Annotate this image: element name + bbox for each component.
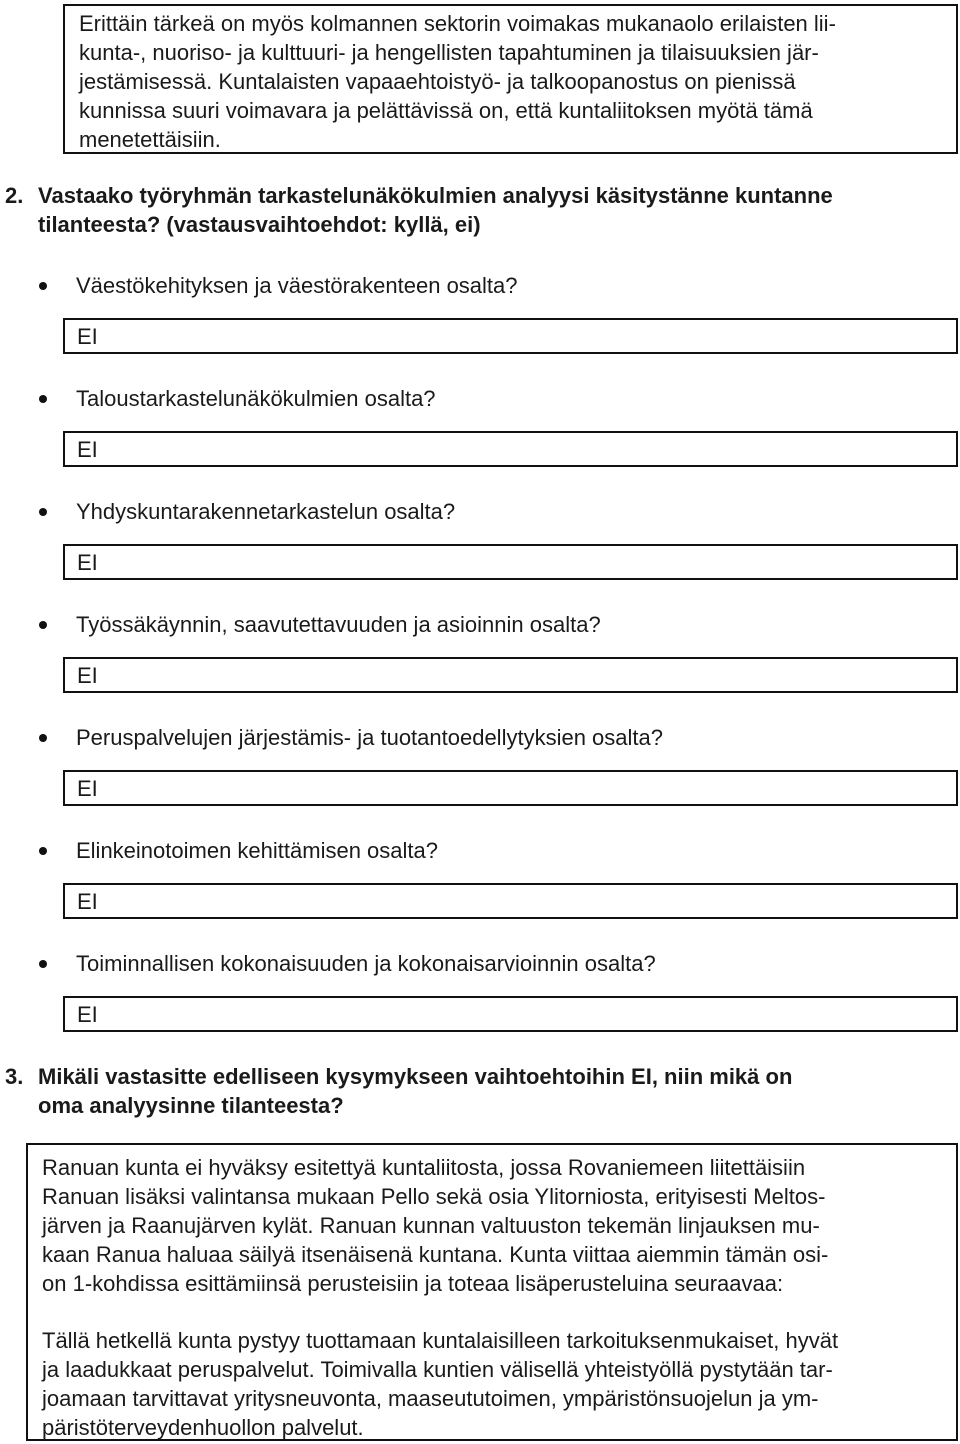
answer-value: EI (77, 1002, 98, 1027)
item-label: Taloustarkastelunäkökulmien osalta? (76, 386, 436, 411)
item-label: Peruspalvelujen järjestämis- ja tuotantoedellytyksien osalta? (76, 725, 663, 750)
intro-line: menetettäisiin. (79, 127, 221, 152)
answer-field[interactable] (63, 657, 958, 693)
list-item (0, 610, 960, 640)
answer-line: järven ja Raanujärven kylät. Ranuan kunnan valtuuston tekemän linjauksen mu- (42, 1213, 820, 1238)
bullet-icon (39, 734, 47, 742)
answer-line: ja laadukkaat peruspalvelut. Toimivalla kuntien välisellä yhteistyöllä pystytään tar- (42, 1357, 833, 1382)
answer-line: Tällä hetkellä kunta pystyy tuottamaan kuntalaisilleen tarkoituksenmukaiset, hyvät (42, 1328, 839, 1353)
answer-value: EI (77, 437, 98, 462)
question-3-heading (0, 1063, 960, 1123)
answer-line: joamaan tarvittavat yritysneuvonta, maaseututoimen, ympäristönsuojelun ja ym- (42, 1386, 819, 1411)
item-label: Elinkeinotoimen kehittämisen osalta? (76, 838, 438, 863)
answer-line: on 1-kohdissa esittämiinsä perusteisiin ja toteaa lisäperusteluina seuraavaa: (42, 1271, 784, 1296)
item-label: Väestökehityksen ja väestörakenteen osalta? (76, 273, 518, 298)
question-3-number: 3. (5, 1064, 24, 1089)
list-item (0, 271, 960, 301)
bullet-icon (39, 847, 47, 855)
bullet-icon (39, 621, 47, 629)
intro-line: kunnissa suuri voimavara ja pelättävissä on, että kuntaliitoksen myötä tämä (79, 98, 813, 123)
answer-line: Ranuan lisäksi valintansa mukaan Pello sekä osia Ylitorniosta, erityisesti Meltos- (42, 1184, 826, 1209)
bullet-icon (39, 395, 47, 403)
question-3-line-2: oma analyysinne tilanteesta? (38, 1093, 344, 1118)
bullet-icon (39, 282, 47, 290)
intro-line: jestämisessä. Kuntalaisten vapaaehtoistyö- ja talkoopanostus on pienissä (79, 69, 796, 94)
item-label: Toiminnallisen kokonaisuuden ja kokonaisarvioinnin osalta? (76, 951, 656, 976)
question-2-line-1: Vastaako työryhmän tarkastelunäkökulmien analyysi käsitystänne kuntanne (38, 183, 833, 208)
answer-value: EI (77, 889, 98, 914)
answer-field[interactable] (63, 883, 958, 919)
answer-field[interactable] (63, 770, 958, 806)
bullet-icon (39, 960, 47, 968)
list-item (0, 723, 960, 753)
list-item (0, 384, 960, 414)
answer-line: päristöterveydenhuollon palvelut. (42, 1415, 364, 1440)
intro-line: Erittäin tärkeä on myös kolmannen sektorin voimakas mukanaolo erilaisten lii- (79, 11, 836, 36)
list-item (0, 497, 960, 527)
bullet-icon (39, 508, 47, 516)
item-label: Yhdyskuntarakennetarkastelun osalta? (76, 499, 456, 524)
answer-field[interactable] (63, 544, 958, 580)
answer-value: EI (77, 663, 98, 688)
intro-line: kunta-, nuoriso- ja kulttuuri- ja hengellisten tapahtuminen ja tilaisuuksien jär- (79, 40, 819, 65)
answer-line: kaan Ranua haluaa säilyä itsenäisenä kuntana. Kunta viittaa aiemmin tämän osi- (42, 1242, 829, 1267)
answer-field[interactable] (63, 996, 958, 1032)
answer-value: EI (77, 776, 98, 801)
question-2-heading (0, 182, 960, 242)
question-2-line-2: tilanteesta? (vastausvaihtoehdot: kyllä, ei) (38, 212, 481, 237)
answer-value: EI (77, 550, 98, 575)
list-item (0, 836, 960, 866)
question-2-number: 2. (5, 183, 24, 208)
answer-field[interactable] (63, 318, 958, 354)
answer-value: EI (77, 324, 98, 349)
answer-line: Ranuan kunta ei hyväksy esitettyä kuntaliitosta, jossa Rovaniemeen liitettäisiin (42, 1155, 806, 1180)
item-label: Työssäkäynnin, saavutettavuuden ja asioinnin osalta? (76, 612, 601, 637)
question-3-answer-box[interactable] (26, 1143, 958, 1441)
intro-text-box (63, 4, 958, 154)
list-item (0, 949, 960, 979)
answer-field[interactable] (63, 431, 958, 467)
question-3-line-1: Mikäli vastasitte edelliseen kysymykseen vaihtoehtoihin EI, niin mikä on (38, 1064, 793, 1089)
